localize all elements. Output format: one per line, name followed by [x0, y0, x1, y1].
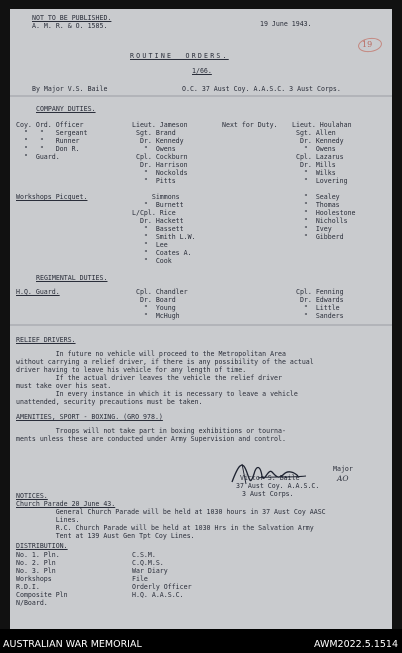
distribution-item: File: [132, 575, 148, 583]
duty-name: L/Cpl. Rice: [132, 209, 176, 217]
notices-heading: NOTICES.: [16, 492, 48, 500]
duty-name: " Sealey: [292, 193, 340, 201]
distribution-heading: DISTRIBUTION.: [16, 542, 68, 550]
document-page: [10, 9, 392, 629]
signatory-unit: 37 Aust Coy. A.A.S.C.: [236, 482, 320, 490]
distribution-item: Composite Pln: [16, 591, 68, 599]
next-for-duty-label: Next for Duty.: [222, 121, 278, 129]
relief-drivers-line: without carrying a relief driver, if there is any possibility of the actual: [16, 358, 314, 366]
officer-commanding: O.C. 37 Aust Coy. A.A.S.C. 3 Aust Corps.: [182, 85, 341, 93]
archive-footer-bar: [0, 629, 402, 653]
duty-name: Cpl. Chandler: [132, 288, 188, 296]
duty-name: Dr. Hackett: [132, 217, 184, 225]
distribution-item: Workshops: [16, 575, 52, 583]
issued-by: By Major V.S. Baile: [32, 85, 108, 93]
duty-name: " Nockolds: [132, 169, 188, 177]
distribution-item: No. 2. Pln: [16, 559, 56, 567]
duty-name: " Lee: [132, 241, 168, 249]
relief-drivers-heading: RELIEF DRIVERS.: [16, 336, 76, 344]
duty-name: Simmons: [132, 193, 180, 201]
duty-name: " Lovering: [292, 177, 348, 185]
order-number: 1/66.: [192, 67, 212, 75]
document-title: ROUTINE ORDERS.: [130, 52, 229, 60]
duty-name: " Ivey: [292, 225, 332, 233]
signature-rank: Major: [333, 465, 353, 473]
red-pencil-number: 19: [362, 40, 373, 49]
regimental-duties-heading: REGIMENTAL DUTIES.: [36, 274, 108, 282]
duty-name: " Young: [132, 304, 176, 312]
distribution-item: Orderly Officer: [132, 583, 192, 591]
duty-name: " Hoolestone: [292, 209, 356, 217]
notice-line: R.C. Church Parade will be held at 1030 Hrs in the Salvation Army: [16, 524, 314, 532]
duty-name: Dr. Mills: [292, 161, 336, 169]
amenities-heading: AMENITIES, SPORT - BOXING. (GRO 978.): [16, 413, 163, 421]
relief-drivers-line: In future no vehicle will proceed to the Metropolitan Area: [16, 350, 286, 358]
church-parade-subheading: Church Parade 20 June 43.: [16, 500, 116, 508]
duty-name: " Thomas: [292, 201, 340, 209]
relief-drivers-line: unattended, security precautions must be taken.: [16, 398, 203, 406]
archive-name: AUSTRALIAN WAR MEMORIAL: [3, 639, 142, 650]
duty-name: Cpl. Lazarus: [292, 153, 344, 161]
duty-name: Dr. Harrison: [132, 161, 188, 169]
duty-label: " " Runner: [16, 137, 80, 145]
archive-accession-number: AWM2022.5.1514: [313, 639, 398, 650]
hq-guard-label: H.Q. Guard.: [16, 288, 60, 296]
duty-name: " Cook: [132, 257, 172, 265]
relief-drivers-line: In every instance in which it is necessary to leave a vehicle: [16, 390, 298, 398]
duty-label: " Guard.: [16, 153, 60, 161]
notice-line: Lines.: [16, 516, 80, 524]
duty-label: " " Sergeant: [16, 129, 88, 137]
relief-drivers-line: must take over his seat.: [16, 382, 112, 390]
workshops-picquet-label: Workshops Picquet.: [16, 193, 88, 201]
notice-line: Tent at 139 Aust Gen Tpt Coy Lines.: [16, 532, 195, 540]
distribution-item: No. 1. Pln.: [16, 551, 60, 559]
duty-name: " Coates A.: [132, 249, 192, 257]
duty-name: Cpl. Fenning: [292, 288, 344, 296]
distribution-item: C.S.M.: [132, 551, 156, 559]
distribution-item: C.Q.M.S.: [132, 559, 164, 567]
signatory-corps: 3 Aust Corps.: [242, 490, 294, 498]
duty-name: Lieut. Jameson: [132, 121, 188, 129]
duty-name: " Owens: [292, 145, 336, 153]
duty-name: Sgt. Brand: [132, 129, 176, 137]
duty-name: " Burnett: [132, 201, 184, 209]
distribution-item: H.Q. A.A.S.C.: [132, 591, 184, 599]
distribution-item: R.D.I.: [16, 583, 40, 591]
duty-name: Lieut. Houlahan: [292, 121, 352, 129]
duty-name: " Bassett: [132, 225, 184, 233]
amr-reference: A. M. R. & O. 1585.: [32, 22, 108, 30]
order-date: 19 June 1943.: [260, 20, 312, 28]
relief-drivers-line: If the actual driver leaves the vehicle the relief driver: [16, 374, 282, 382]
company-duties-heading: COMPANY DUTIES.: [36, 105, 96, 113]
distribution-item: No. 3. Pln: [16, 567, 56, 575]
relief-drivers-line: driver having to leave his vehicle for any length of time.: [16, 366, 247, 374]
duty-label: " " Don R.: [16, 145, 80, 153]
amenities-line: ments unless these are conducted under Army Supervision and control.: [16, 435, 286, 443]
duty-name: " Owens: [132, 145, 176, 153]
signatory-name: Victor S. Baile: [240, 474, 300, 482]
amenities-line: Troops will not take part in boxing exhibitions or tourna-: [16, 427, 286, 435]
signature-initials: AO: [337, 474, 349, 483]
duty-name: " Sanders: [292, 312, 344, 320]
notice-line: General Church Parade will be held at 1030 hours in 37 Aust Coy AASC: [16, 508, 326, 516]
distribution-item: War Diary: [132, 567, 168, 575]
duty-label: Coy. Ord. Officer: [16, 121, 84, 129]
duty-name: Dr. Board: [132, 296, 176, 304]
duty-name: " Smith L.W.: [132, 233, 196, 241]
duty-name: Dr. Kennedy: [132, 137, 184, 145]
duty-name: Sgt. Allen: [292, 129, 336, 137]
distribution-item: N/Board.: [16, 599, 48, 607]
duty-name: " Little: [292, 304, 340, 312]
duty-name: Cpl. Cockburn: [132, 153, 188, 161]
fold-line: [10, 95, 392, 97]
duty-name: " Pitts: [132, 177, 176, 185]
duty-name: Dr. Edwards: [292, 296, 344, 304]
not-published-label: NOT TO BE PUBLISHED.: [32, 14, 112, 22]
duty-name: Dr. Kennedy: [292, 137, 344, 145]
duty-name: " Nicholls: [292, 217, 348, 225]
fold-line: [10, 324, 392, 326]
duty-name: " Gibberd: [292, 233, 344, 241]
duty-name: " Wilks: [292, 169, 336, 177]
duty-name: " McHugh: [132, 312, 180, 320]
